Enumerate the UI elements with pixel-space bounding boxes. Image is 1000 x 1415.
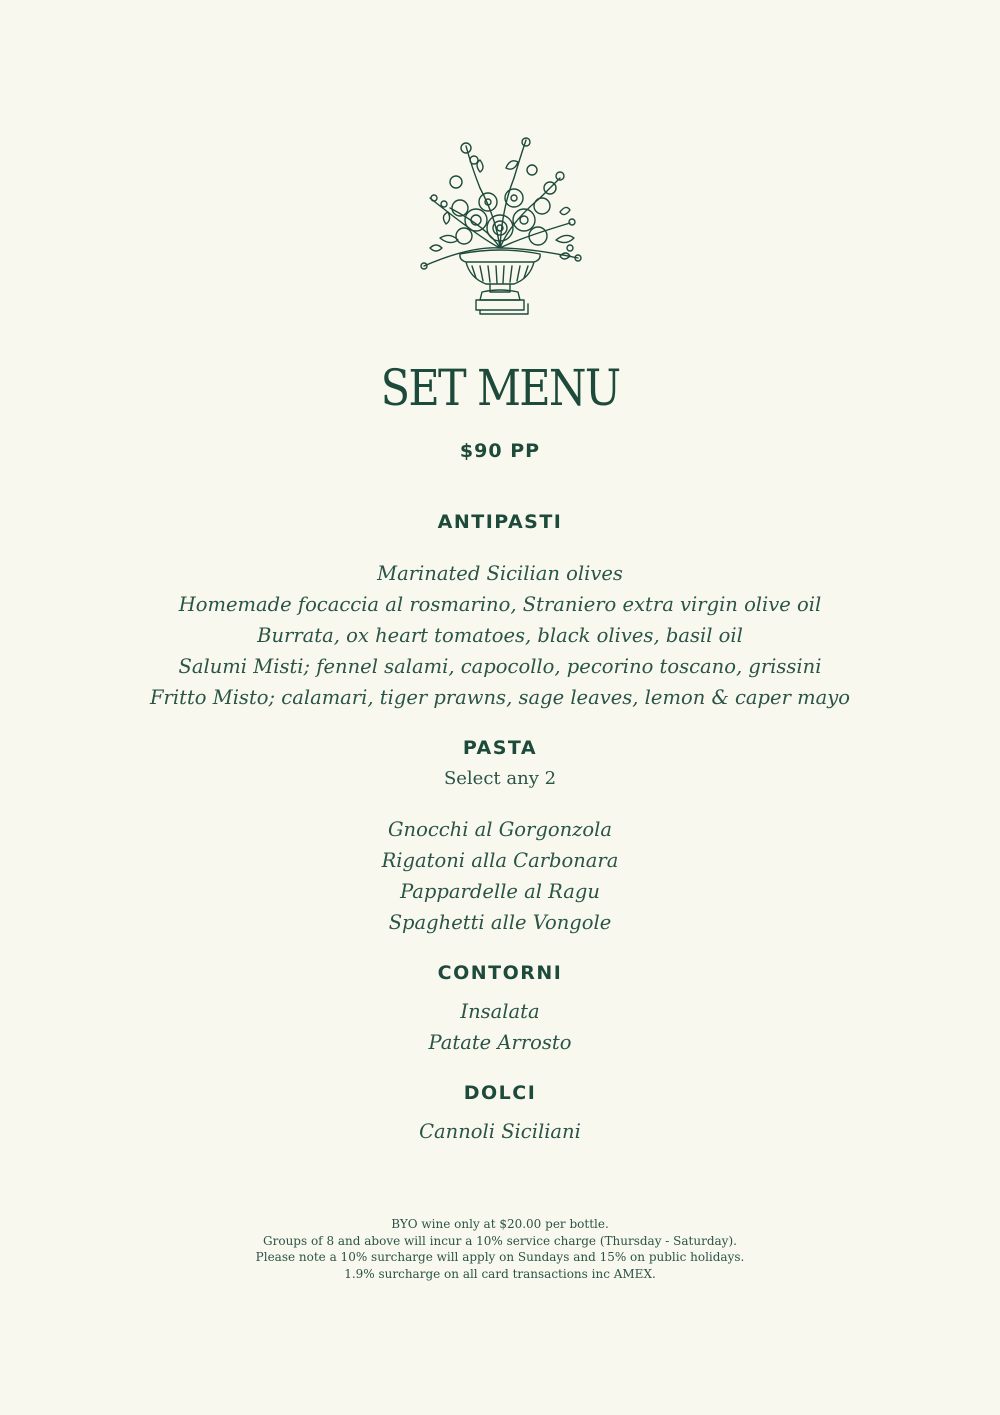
price-per-person: $90 PP: [459, 440, 541, 462]
footer-line: Please note a 10% surcharge will apply on Sundays and 15% on public holidays.: [255, 1250, 745, 1264]
contorni-list: [0, 996, 1000, 1058]
menu-item: Spaghetti alle Vongole: [388, 911, 612, 934]
flower-urn-icon: [410, 128, 590, 320]
antipasti-list: [0, 558, 1000, 713]
menu-item: Burrata, ox heart tomatoes, black olives, basil oil: [257, 624, 743, 647]
pasta-list: [0, 814, 1000, 938]
menu-item: Marinated Sicilian olives: [377, 562, 623, 585]
menu-item: Patate Arrosto: [428, 1031, 572, 1054]
section-heading-pasta: PASTA: [462, 737, 538, 759]
menu-item: Fritto Misto; calamari, tiger prawns, sage leaves, lemon & caper mayo: [150, 686, 850, 709]
menu-item: Gnocchi al Gorgonzola: [387, 818, 613, 841]
footer-line: BYO wine only at $20.00 per bottle.: [391, 1217, 609, 1231]
menu-item: Pappardelle al Ragu: [400, 880, 600, 903]
dolci-list: [0, 1116, 1000, 1147]
footer-line: Groups of 8 and above will incur a 10% service charge (Thursday - Saturday).: [263, 1233, 737, 1248]
section-heading-antipasti: ANTIPASTI: [437, 511, 563, 533]
pasta-selection-note: Select any 2: [443, 768, 557, 789]
section-heading-dolci: DOLCI: [463, 1082, 537, 1104]
page-title: SET MENU: [380, 359, 620, 417]
footer-notes: [0, 1216, 1000, 1282]
menu-item: Homemade focaccia al rosmarino, Straniero extra virgin olive oil: [178, 593, 822, 616]
section-heading-contorni: CONTORNI: [437, 962, 563, 984]
menu-item: Insalata: [460, 1000, 540, 1023]
footer-line: 1.9% surcharge on all card transactions inc AMEX.: [344, 1266, 656, 1281]
menu-item: Salumi Misti; fennel salami, capocollo, pecorino toscano, grissini: [178, 655, 822, 678]
menu-item: Cannoli Siciliani: [419, 1120, 581, 1143]
menu-item: Rigatoni alla Carbonara: [381, 849, 619, 872]
